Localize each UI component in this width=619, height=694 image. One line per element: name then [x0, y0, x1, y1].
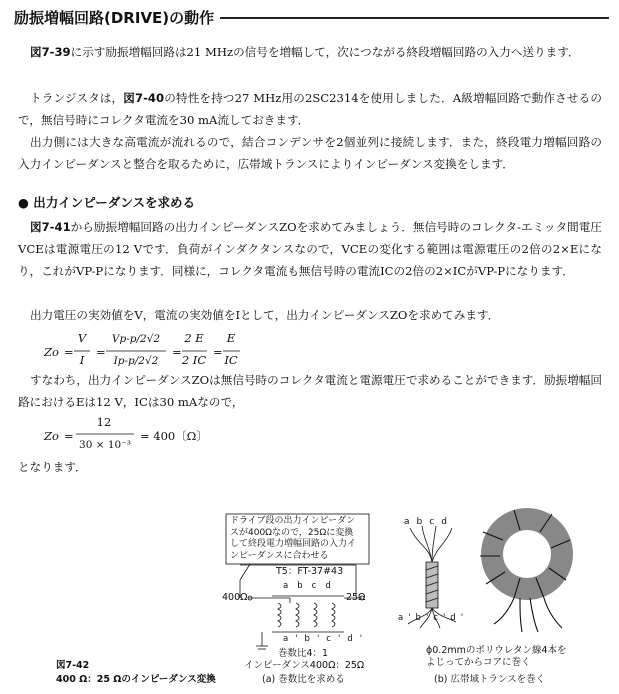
eq1-den2: Ip-p/2√2	[113, 355, 159, 367]
paragraph-1-text: に示す励振増幅回路は21 MHzの信号を増幅して，次につながる終段増幅回路の入力へ送ります．	[70, 45, 580, 59]
subcaption-b: (b) 広帯域トランスを巻く	[434, 674, 546, 685]
wire-note-1: ϕ0.2mmのポリウレタン線4本を	[426, 645, 567, 656]
paragraph-6-text: すなわち，出力インピーダンスZOは無信号時のコレクタ電流と電源電圧で求めることができます．励振増幅回路におけるEは12 V，ICは30 mAなので，	[18, 373, 602, 409]
figure-label: 図7-42	[56, 660, 90, 671]
pin-c-prime: c'	[326, 634, 348, 644]
wire-note-2: よじってからコアに巻く	[426, 657, 531, 668]
paragraph-2-text-b: の特性を持つ27 MHz用の2SC2314を使用しました．A級増幅回路で動作させるので，無信号時にコレクタ電流を30 mA流しておきます．	[18, 91, 602, 127]
pin-a: a	[283, 581, 298, 591]
winding-pins-bottom	[283, 633, 369, 645]
wire-pins-bottom	[398, 612, 468, 624]
wire-pin-c-prime: c'	[433, 613, 451, 623]
figure-ref-7-41: 図7-41	[30, 220, 71, 234]
pin-b-prime: b'	[304, 634, 327, 644]
eq2-num: 12	[96, 415, 112, 429]
callout-line-4: ンピーダンスに合わせる	[230, 550, 329, 561]
pin-d-prime: d'	[347, 634, 370, 644]
winding-pins-top	[283, 580, 340, 592]
eq1-num2: Vp-p/2√2	[111, 333, 161, 345]
callout-text	[230, 516, 356, 562]
pin-b: b	[297, 581, 312, 591]
wire-pin-c: c	[429, 517, 442, 527]
toroid-core	[480, 508, 573, 632]
figure-ref-7-39: 図7-39	[30, 45, 71, 59]
eq1-equals-2: =	[96, 345, 106, 359]
subsection-heading: ● 出力インピーダンスを求める	[18, 195, 196, 210]
callout-line-1: ドライブ段の出力インピーダン	[230, 516, 356, 526]
eq2-equals: =	[64, 429, 74, 443]
eq1-equals-4: =	[213, 345, 223, 359]
eq1-equals-1: =	[64, 345, 74, 359]
eq1-num1: V	[77, 331, 87, 345]
eq2-den: 30 × 10⁻³	[79, 439, 131, 451]
wire-pin-a: a	[404, 517, 417, 527]
eq1-zo: Zo	[44, 345, 59, 359]
eq2-result: = 400〔Ω〕	[140, 429, 208, 443]
figure-ref-7-40: 図7-40	[123, 91, 165, 105]
paragraph-2-text-a: トランジスタは，	[30, 91, 124, 105]
eq1-den1: I	[79, 353, 85, 367]
callout-line-2: スが400Ωなので，25Ωに変換	[230, 527, 354, 538]
wire-pin-d-prime: d'	[450, 613, 469, 623]
subcaption-a: (a) 巻数比を求める	[262, 674, 345, 685]
turns-ratio: 巻数比4：1	[278, 648, 329, 659]
eq1-num3: 2 E	[184, 331, 204, 345]
eq1-num4: E	[226, 331, 236, 345]
pin-d: d	[325, 581, 340, 591]
paragraph-5-text: 出力電圧の実効値をV，電流の実効値をIとして，出力インピーダンスZOを求めてみます．	[30, 308, 500, 322]
pin-a-prime: a'	[283, 634, 305, 644]
wire-pin-a-prime: a'	[398, 613, 416, 623]
left-impedance: 400Ω	[222, 592, 248, 603]
paragraph-7-text: となります．	[18, 460, 87, 474]
eq2-zo: Zo	[44, 429, 59, 443]
wire-pin-d: d	[441, 517, 454, 527]
eq1-den4: IC	[224, 353, 238, 367]
eq1-den3: 2 IC	[181, 353, 207, 367]
wire-pin-b: b	[416, 517, 430, 527]
section-heading-text: 励振増幅回路(DRIVE)の動作	[14, 9, 215, 27]
wire-pin-b-prime: b'	[415, 613, 434, 623]
wire-pins-top	[404, 516, 454, 528]
impedance-ratio: インピーダンス400Ω：25Ω	[244, 660, 365, 671]
eq1-equals-3: =	[172, 345, 182, 359]
paragraph-4-text: から励振増幅回路の出力インピーダンスZOを求めてみましょう．無信号時のコレクタ-エミッタ間電圧VCEは電源電圧の12 Vです．負荷がインダクタンスなので，VCEの変化する範囲は電源電圧の2倍の2×Eになり，これがVP-Pになります．同様に，コレクタ電流も無信号時の電流ICの2倍の2×ICがVP-Pになります．	[18, 220, 603, 278]
pin-c: c	[311, 581, 326, 591]
figure-caption: 400 Ω：25 Ωのインピーダンス変換	[56, 674, 216, 685]
right-impedance: 25Ω	[346, 592, 366, 603]
paragraph-3-text: 出力側には大きな高電流が流れるので，結合コンデンサを2個並列に接続します．また，終段電力増幅回路の入力インピーダンスと整合を取るために，広帯域トランスによりインピーダンス変換をします．	[18, 135, 602, 171]
core-label: T5：FT-37#43	[276, 566, 344, 577]
callout-line-3: して終段電力増幅回路の入力イ	[230, 539, 357, 549]
